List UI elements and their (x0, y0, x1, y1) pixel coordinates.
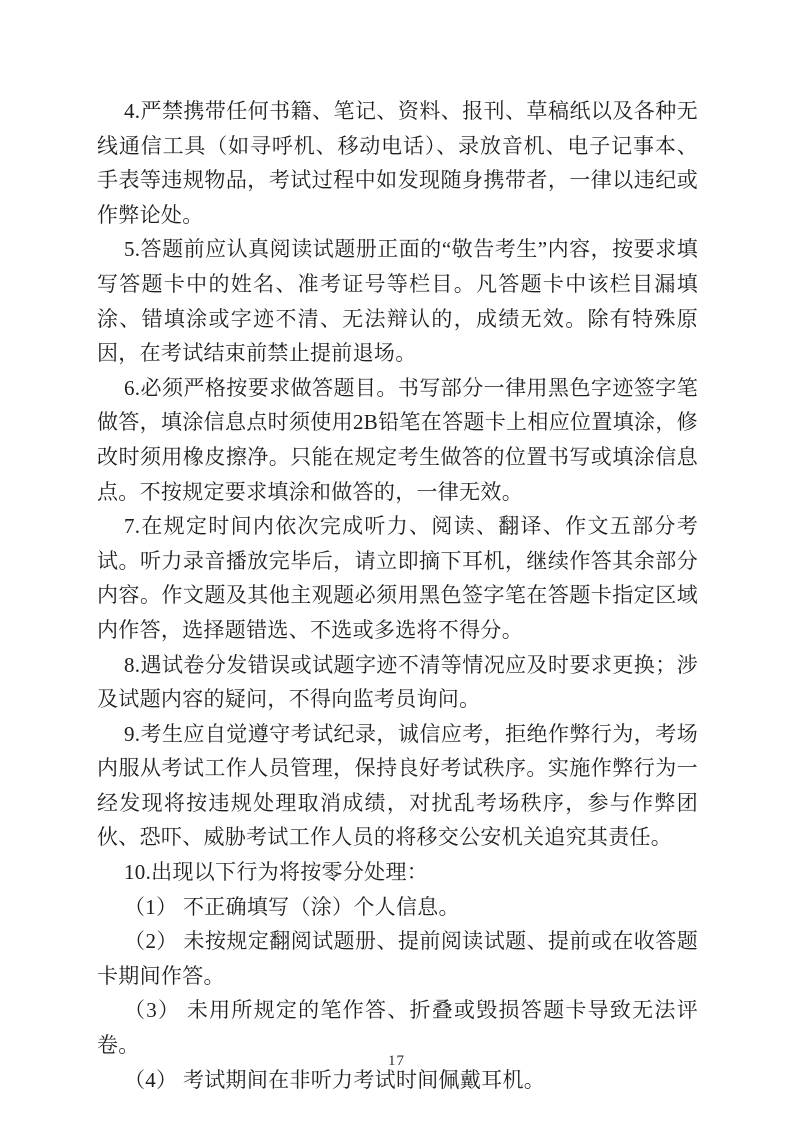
paragraph-item-6: 6.必须严格按要求做答题目。书写部分一律用黑色字迹签字笔做答，填涂信息点时须使用2B铅笔在答题卡上相应位置填涂，修改时须用橡皮擦净。只能在规定考生做答的位置书写或填涂信息点。不按规定要求填涂和做答的，一律无效。 (97, 375, 698, 504)
paragraph-subitem-1: （1） 不正确填写（涂）个人信息。 (124, 894, 460, 919)
page-number: 17 (388, 1053, 405, 1069)
page-footer (0, 1052, 793, 1070)
paragraph-item-5: 5.答题前应认真阅读试题册正面的“敬告考生”内容，按要求填写答题卡中的姓名、准考证号等栏目。凡答题卡中该栏目漏填涂、错填涂或字迹不清、无法辩认的，成绩无效。除有特殊原因，在考试结束前禁止提前退场。 (97, 237, 698, 366)
paragraph-subitem-4: （4） 考试期间在非听力考试时间佩戴耳机。 (124, 1067, 546, 1092)
paragraph-item-10: 10.出现以下行为将按零分处理： (124, 860, 429, 885)
document-body (97, 94, 698, 1097)
paragraph-item-7: 7.在规定时间内依次完成听力、阅读、翻译、作文五部分考试。听力录音播放完毕后，请立即摘下耳机，继续作答其余部分内容。作文题及其他主观题必须用黑色签字笔在答题卡指定区域内作答，选择题错选、不选或多选将不得分。 (97, 514, 698, 642)
paragraph-item-4: 4.严禁携带任何书籍、笔记、资料、报刊、草稿纸以及各种无线通信工具（如寻呼机、移动电话）、录放音机、电子记事本、手表等违规物品，考试过程中如发现随身携带者，一律以违纪或作弊论处。 (97, 99, 698, 227)
paragraph-item-8: 8.遇试卷分发错误或试题字迹不清等情况应及时要求更换；涉及试题内容的疑问，不得向监考员询问。 (97, 652, 698, 712)
paragraph-item-9: 9.考生应自觉遵守考试纪录，诚信应考，拒绝作弊行为，考场内服从考试工作人员管理，保持良好考试秩序。实施作弊行为一经发现将按违规处理取消成绩，对扰乱考场秩序，参与作弊团伙、恐吓、威胁考试工作人员的将移交公安机关追究其责任。 (97, 721, 698, 850)
paragraph-subitem-3: （3） 未用所规定的笔作答、折叠或毁损答题卡导致无法评卷。 (97, 998, 698, 1058)
paragraph-subitem-2: （2） 未按规定翻阅试题册、提前阅读试题、提前或在收答题卡期间作答。 (97, 929, 698, 988)
